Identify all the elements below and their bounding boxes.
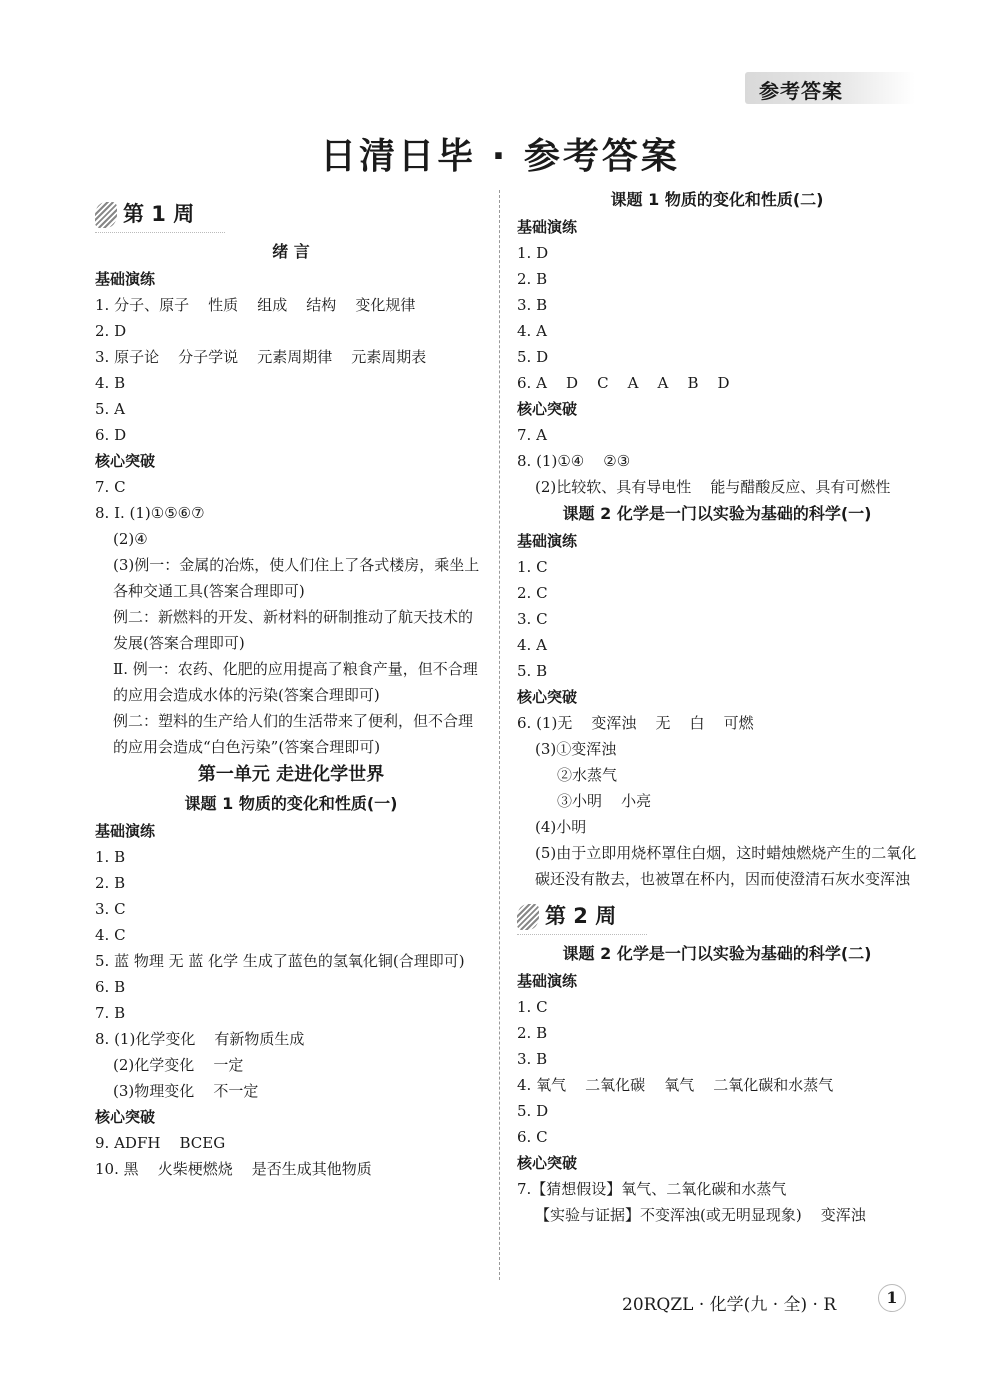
answer-line: ②水蒸气 <box>557 766 618 784</box>
answer-line: 【实验与证据】不变浑浊(或无明显现象) 变浑浊 <box>535 1206 866 1224</box>
answer-line: 4. A <box>517 636 547 654</box>
subsection-heading: 核心突破 <box>95 1108 156 1126</box>
answer-line: 3. C <box>95 900 126 918</box>
week-label: 第 1 周 <box>123 202 195 226</box>
week-label: 第 2 周 <box>545 904 617 928</box>
section-title: 课题 1 物质的变化和性质(二) <box>610 190 824 209</box>
section-title: 课题 1 物质的变化和性质(一) <box>184 794 398 813</box>
answer-line: 2. B <box>517 1024 548 1042</box>
page-number: 1 <box>878 1284 906 1312</box>
answer-line: ③小明 小亮 <box>557 792 652 810</box>
answer-line: 6. A D C A A B D <box>517 374 730 392</box>
subsection-heading: 基础演练 <box>517 972 578 990</box>
answer-line: 6. (1)无 变浑浊 无 白 可燃 <box>517 714 754 732</box>
answer-line: 4. 氧气 二氧化碳 氧气 二氧化碳和水蒸气 <box>517 1076 834 1094</box>
subsection-heading: 基础演练 <box>95 270 156 288</box>
column-divider <box>499 190 500 1280</box>
answer-line: 10. 黑 火柴梗燃烧 是否生成其他物质 <box>95 1160 372 1178</box>
answer-line: 8. Ⅰ. (1)①⑤⑥⑦ <box>95 504 205 522</box>
answer-line: 3. B <box>517 1050 548 1068</box>
answer-line: 7. A <box>517 426 547 444</box>
answer-line: 3. 原子论 分子学说 元素周期律 元素周期表 <box>95 348 427 366</box>
answer-paragraph: 例二：塑料的生产给人们的生活带来了便利，但不合理的应用会造成“白色污染”(答案合理即可) <box>113 712 474 756</box>
subsection-heading: 基础演练 <box>95 822 156 840</box>
right-column <box>517 186 917 1228</box>
fingerprint-icon <box>95 202 117 228</box>
book-code-footer: 20RQZL · 化学(九 · 全) · R <box>622 1295 837 1315</box>
section-title: 课题 2 化学是一门以实验为基础的科学(二) <box>562 944 872 963</box>
answer-paragraph: (3)例一：金属的冶炼，使人们住上了各式楼房，乘坐上各种交通工具(答案合理即可) <box>113 556 480 600</box>
answer-line: 5. B <box>517 662 548 680</box>
answer-line: (3)①变浑浊 <box>535 740 617 758</box>
answer-line: 7. C <box>95 478 126 496</box>
answer-line: 3. B <box>517 296 548 314</box>
subsection-heading: 核心突破 <box>517 1154 578 1172</box>
answer-line: 1. C <box>517 998 548 1016</box>
answer-line: 1. B <box>95 848 126 866</box>
answer-line: 6. C <box>517 1128 548 1146</box>
week-rule <box>517 934 647 935</box>
answer-key-tag <box>745 72 915 104</box>
subsection-heading: 核心突破 <box>517 400 578 418</box>
answer-line: 2. B <box>517 270 548 288</box>
answer-line: 5. D <box>517 348 549 366</box>
answer-paragraph: 5. 蓝 物理 无 蓝 化学 生成了蓝色的氢氧化铜(合理即可) <box>95 952 465 970</box>
answer-line: 7. B <box>95 1004 126 1022</box>
answer-line: 1. C <box>517 558 548 576</box>
answer-paragraph: Ⅱ. 例一：农药、化肥的应用提高了粮食产量，但不合理的应用会造成水体的污染(答案合理即可) <box>113 660 478 704</box>
answer-line: 6. B <box>95 978 126 996</box>
answer-key-tag-label: 参考答案 <box>759 79 843 103</box>
answer-line: (2)④ <box>113 530 148 548</box>
answer-line: 8. (1)化学变化 有新物质生成 <box>95 1030 305 1048</box>
answer-line: (2)化学变化 一定 <box>113 1056 244 1074</box>
answer-line: 1. 分子、原子 性质 组成 结构 变化规律 <box>95 296 416 314</box>
week-rule <box>95 232 225 233</box>
answer-line: 2. B <box>95 874 126 892</box>
answer-line: 5. A <box>95 400 125 418</box>
subsection-heading: 核心突破 <box>517 688 578 706</box>
answer-line: 5. D <box>517 1102 549 1120</box>
week-1-header <box>95 196 487 236</box>
answer-line: 4. B <box>95 374 126 392</box>
answer-line: 3. C <box>517 610 548 628</box>
answer-line: 4. C <box>95 926 126 944</box>
section-title: 绪 言 <box>272 242 310 261</box>
answer-line: (3)物理变化 不一定 <box>113 1082 259 1100</box>
answer-line: 4. A <box>517 322 547 340</box>
answer-line: (2)比较软、具有导电性 能与醋酸反应、具有可燃性 <box>535 478 891 496</box>
answer-line: (4)小明 <box>535 818 587 836</box>
answer-paragraph: (5)由于立即用烧杯罩住白烟，这时蜡烛燃烧产生的二氧化碳还没有散去，也被罩在杯内，因而使澄清石灰水变浑浊 <box>535 844 917 888</box>
answer-line: 6. D <box>95 426 127 444</box>
left-column <box>95 196 487 1182</box>
subsection-heading: 基础演练 <box>517 218 578 236</box>
answer-line: 2. C <box>517 584 548 602</box>
week-2-header <box>517 898 917 938</box>
subsection-heading: 核心突破 <box>95 452 156 470</box>
unit-title: 第一单元 走进化学世界 <box>197 764 385 785</box>
answer-line: 7.【猜想假设】氧气、二氧化碳和水蒸气 <box>517 1180 787 1198</box>
answer-paragraph: 例二：新燃料的开发、新材料的研制推动了航天技术的发展(答案合理即可) <box>113 608 474 652</box>
answer-line: 9. ADFH BCEG <box>95 1134 226 1152</box>
answer-line: 1. D <box>517 244 549 262</box>
answer-line: 8. (1)①④ ②③ <box>517 452 631 470</box>
subsection-heading: 基础演练 <box>517 532 578 550</box>
fingerprint-icon <box>517 904 539 930</box>
answer-line: 2. D <box>95 322 127 340</box>
page-title: 日清日毕 · 参考答案 <box>320 136 680 177</box>
section-title: 课题 2 化学是一门以实验为基础的科学(一) <box>562 504 872 523</box>
